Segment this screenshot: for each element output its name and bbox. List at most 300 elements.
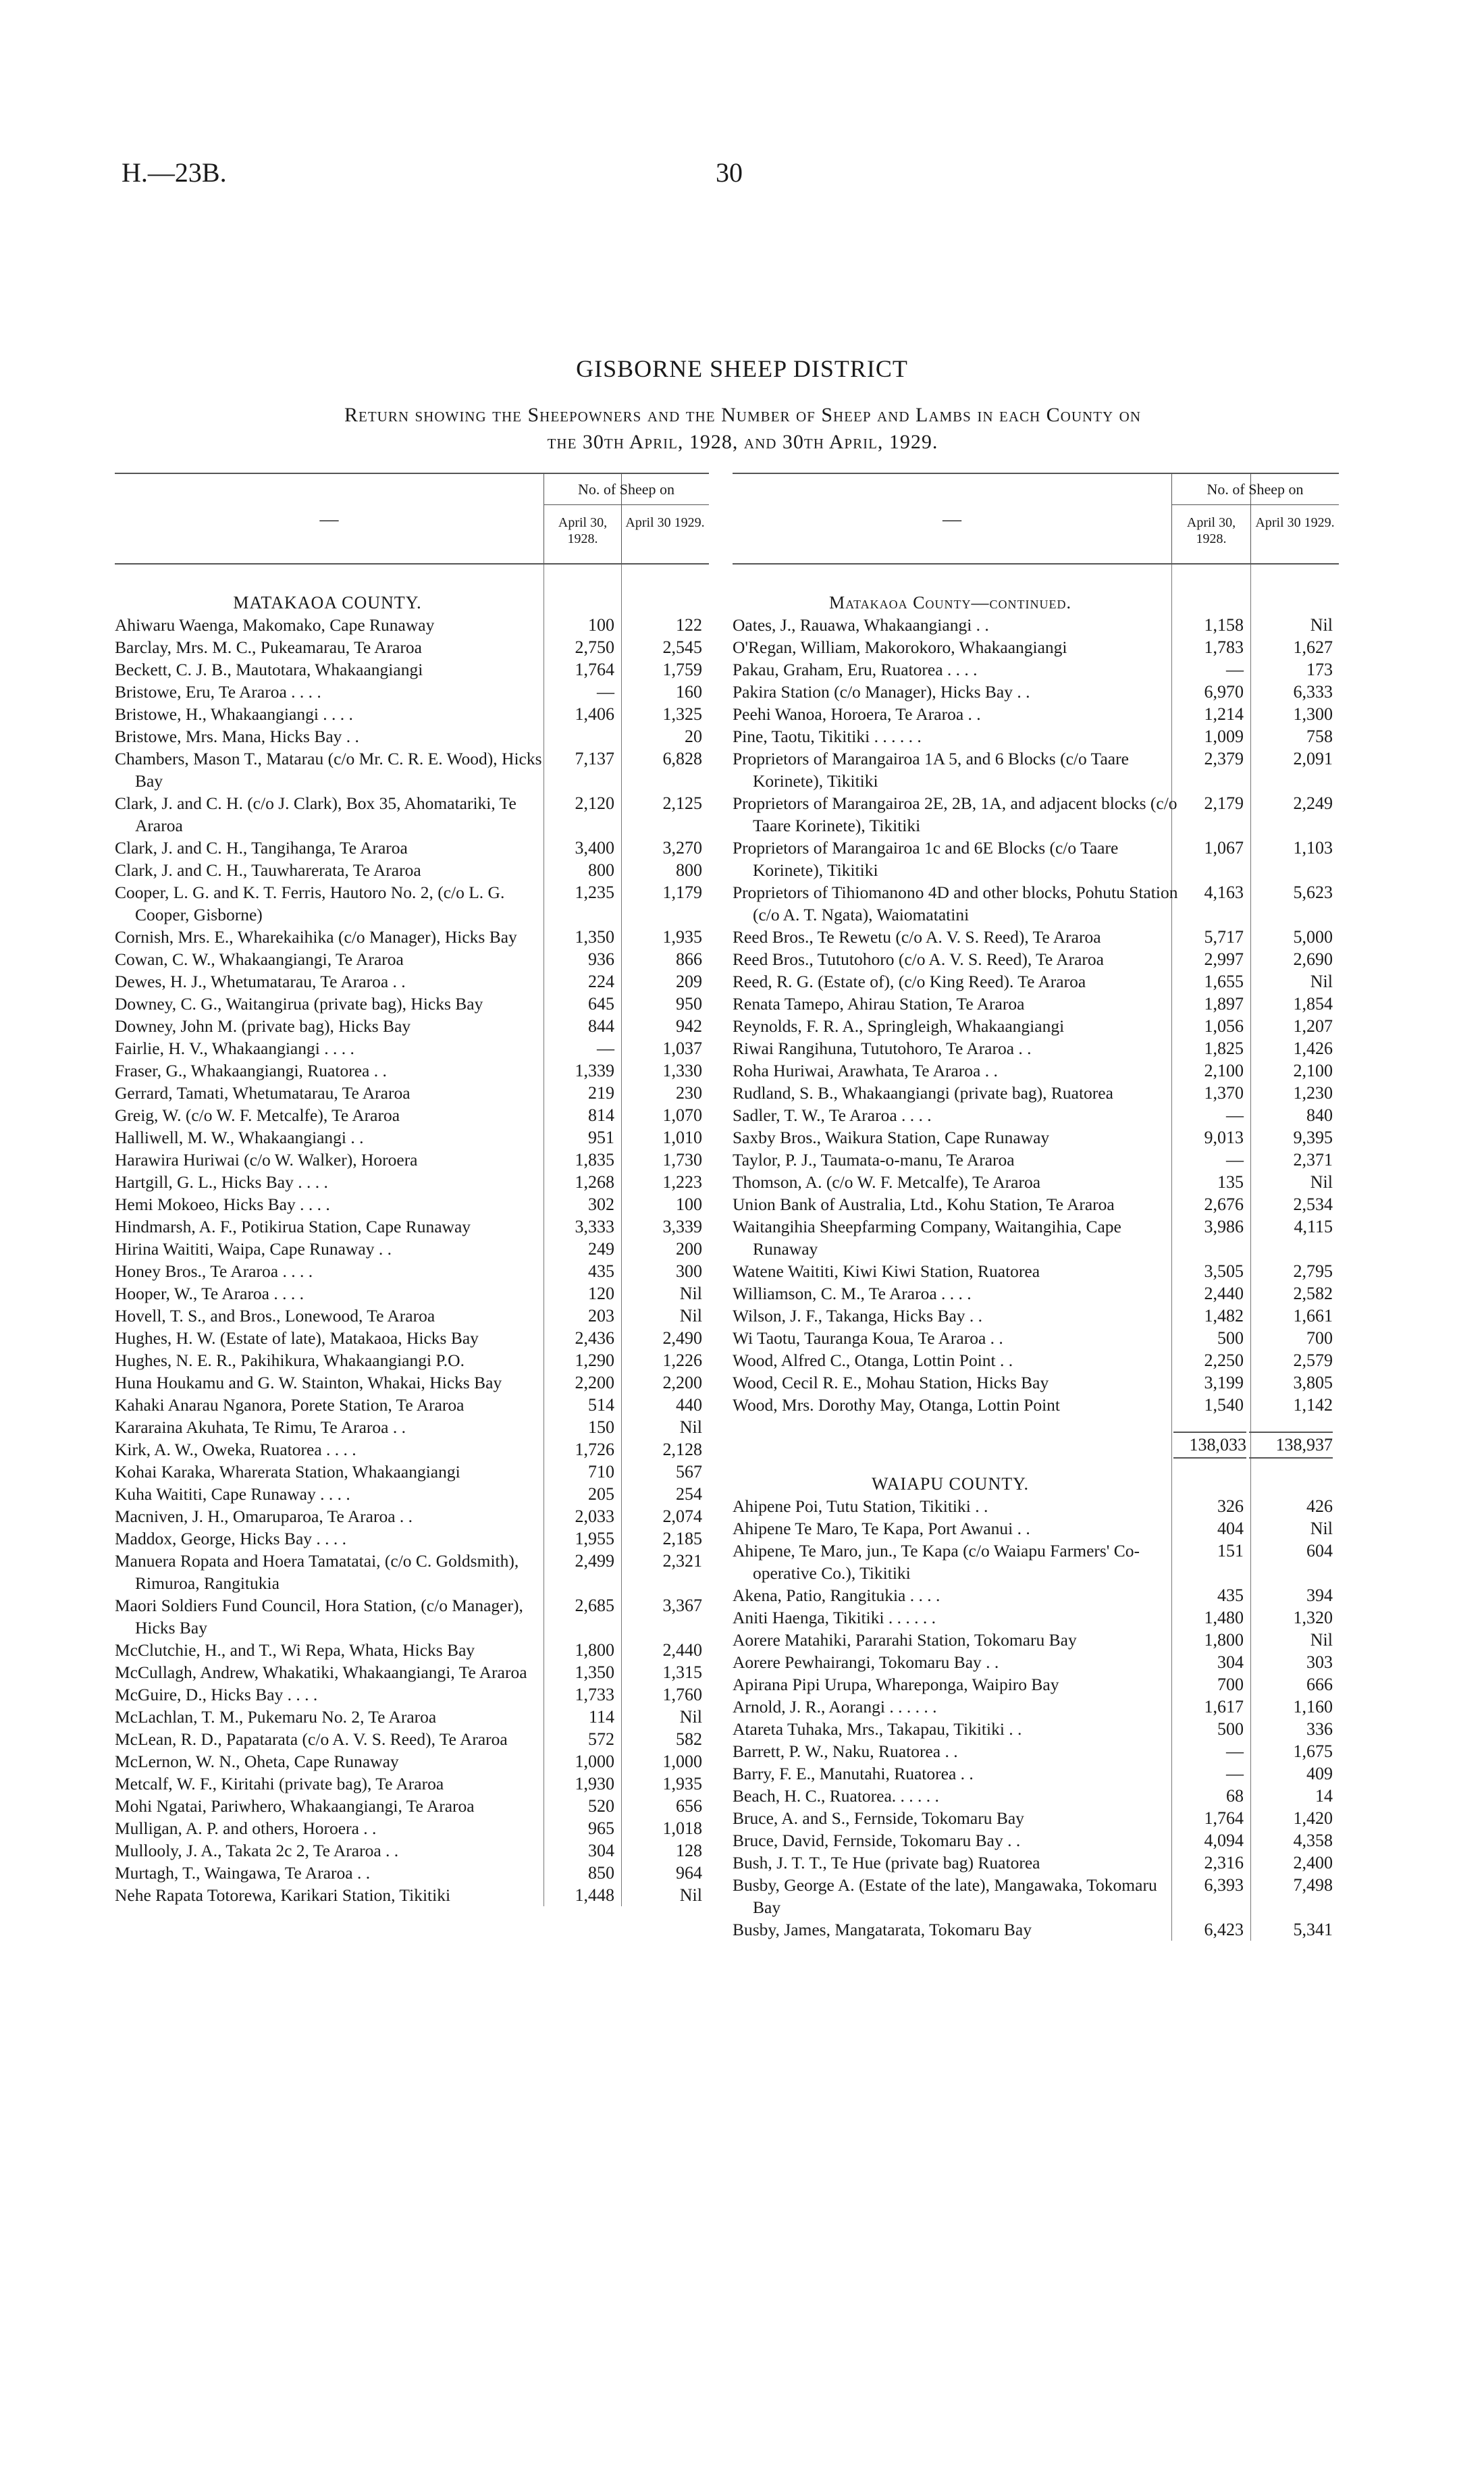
right-table-column <box>733 473 1339 1941</box>
sheep-1929: 1,627 <box>1293 637 1333 657</box>
table-row <box>733 1696 1339 1718</box>
sheep-1929: 1,315 <box>662 1662 702 1682</box>
owner-name: Ahipene Te Maro, Te Kapa, Port Awanui . . <box>733 1519 1030 1538</box>
sheep-1928: 2,250 <box>1204 1351 1244 1370</box>
sheep-1929: 7,498 <box>1293 1875 1333 1895</box>
owner-name: Aorere Pewhairangi, Tokomaru Bay . . <box>733 1652 999 1672</box>
sheep-1929: 964 <box>676 1863 702 1883</box>
table-row <box>733 614 1339 636</box>
sheep-1929: 128 <box>676 1841 702 1860</box>
table-row <box>733 1517 1339 1540</box>
owner-name: Beckett, C. J. B., Mautotara, Whakaangiangi <box>115 660 423 679</box>
owner-name: Cowan, C. W., Whakaangiangi, Te Araroa <box>115 949 404 969</box>
sheep-1929: 1,000 <box>662 1752 702 1771</box>
owner-name: Wood, Cecil R. E., Mohau Station, Hicks Bay <box>733 1373 1049 1392</box>
header-1929: April 30 1929. <box>625 515 705 530</box>
sheep-1929: 1,730 <box>662 1150 702 1170</box>
sheep-1929: 604 <box>1306 1541 1333 1561</box>
sheep-1929: 3,339 <box>662 1217 702 1236</box>
right-table-body <box>733 565 1339 1941</box>
sheep-1929: 2,091 <box>1293 749 1333 768</box>
table-row <box>115 1305 709 1327</box>
sheep-1928: 1,350 <box>575 1662 614 1682</box>
sheep-1928: 151 <box>1217 1541 1244 1561</box>
table-row <box>115 1349 709 1371</box>
table-row <box>115 1082 709 1104</box>
sheep-1929: Nil <box>1310 615 1333 635</box>
sheep-1929: 2,690 <box>1293 949 1333 969</box>
table-row <box>733 1740 1339 1762</box>
owner-name: Gerrard, Tamati, Whetumatarau, Te Araroa <box>115 1083 410 1103</box>
owner-name: Pine, Taotu, Tikitiki . . . . . . <box>733 727 922 746</box>
sheep-1928: 404 <box>1217 1519 1244 1538</box>
owner-name: Proprietors of Marangairoa 1A 5, and 6 Blocks (c/o Taare Korinete), Tikitiki <box>733 749 1129 791</box>
sheep-1929: 2,582 <box>1293 1284 1333 1303</box>
sheep-1928: 1,733 <box>575 1685 614 1704</box>
sheep-1929: 942 <box>676 1016 702 1036</box>
owner-name: Rudland, S. B., Whakaangiangi (private bag), Ruatorea <box>733 1083 1113 1103</box>
owner-name: Pakau, Graham, Eru, Ruatorea . . . . <box>733 660 978 679</box>
sheep-1929: 2,100 <box>1293 1061 1333 1080</box>
owner-name: Cooper, L. G. and K. T. Ferris, Hautoro No. 2, (c/o L. G. Cooper, Gisborne) <box>115 883 505 924</box>
table-row <box>115 1371 709 1394</box>
owner-name: Bruce, David, Fernside, Tokomaru Bay . . <box>733 1831 1021 1850</box>
owner-name: Peehi Wanoa, Horoera, Te Araroa . . <box>733 704 981 724</box>
sheep-1929: 1,320 <box>1293 1608 1333 1627</box>
sheep-1929: 2,545 <box>662 637 702 657</box>
sheep-1928: 1,825 <box>1204 1039 1244 1058</box>
sheep-1929: 173 <box>1306 660 1333 679</box>
table-row <box>115 859 709 881</box>
table-row <box>115 1438 709 1461</box>
table-row <box>733 1651 1339 1673</box>
owner-name: Pakira Station (c/o Manager), Hicks Bay . . <box>733 682 1030 702</box>
owner-name: Barclay, Mrs. M. C., Pukeamarau, Te Araroa <box>115 637 422 657</box>
sheep-1929: 2,579 <box>1293 1351 1333 1370</box>
table-row <box>733 1785 1339 1807</box>
sheep-1928: 2,033 <box>575 1506 614 1526</box>
sheep-1928: 1,448 <box>575 1885 614 1905</box>
sheep-1928: 1,800 <box>1204 1630 1244 1650</box>
sheep-1929: 700 <box>1306 1328 1333 1348</box>
table-row <box>733 792 1339 837</box>
owner-name: Bristowe, Mrs. Mana, Hicks Bay . . <box>115 727 359 746</box>
sheep-1928: 224 <box>588 972 614 991</box>
owner-name: Kahaki Anarau Nganora, Porete Station, Te Araroa <box>115 1395 465 1415</box>
owner-name: Kirk, A. W., Oweka, Ruatorea . . . . <box>115 1440 356 1459</box>
owner-name: Oates, J., Rauawa, Whakaangiangi . . <box>733 615 989 635</box>
owner-name: Roha Huriwai, Arawhata, Te Araroa . . <box>733 1061 998 1080</box>
sheep-1929: 4,358 <box>1293 1831 1333 1850</box>
table-row <box>733 993 1339 1015</box>
left-table-column <box>115 473 709 1906</box>
sheep-1929: 1,037 <box>662 1039 702 1058</box>
owner-name: Chambers, Mason T., Matarau (c/o Mr. C. R. E. Wood), Hicks Bay <box>115 749 542 791</box>
table-row <box>733 1215 1339 1260</box>
table-row <box>115 1282 709 1305</box>
header-dash: — <box>943 509 961 530</box>
sheep-1929: 656 <box>676 1796 702 1816</box>
sheep-1929: Nil <box>1310 972 1333 991</box>
table-row <box>115 948 709 970</box>
owner-name: Hartgill, G. L., Hicks Bay . . . . <box>115 1172 328 1192</box>
sheep-1928: 2,120 <box>575 793 614 813</box>
sheep-1928: 304 <box>1217 1652 1244 1672</box>
sheep-1928: 1,482 <box>1204 1306 1244 1326</box>
sheep-1929: 2,249 <box>1293 793 1333 813</box>
owner-name: Bush, J. T. T., Te Hue (private bag) Ruatorea <box>733 1853 1040 1872</box>
owner-name: Union Bank of Australia, Ltd., Kohu Station, Te Araroa <box>733 1195 1115 1214</box>
sheep-1928: 1,350 <box>575 927 614 947</box>
sheep-1929: 1,675 <box>1293 1741 1333 1761</box>
sheep-1929: 1,018 <box>662 1818 702 1838</box>
table-row <box>115 1817 709 1839</box>
sheep-1929: 800 <box>676 860 702 880</box>
sheep-1928: 2,440 <box>1204 1284 1244 1303</box>
table-row <box>733 1015 1339 1037</box>
owner-name: Sadler, T. W., Te Araroa . . . . <box>733 1105 932 1125</box>
sheep-1928: 135 <box>1217 1172 1244 1192</box>
sheep-1929: 1,230 <box>1293 1083 1333 1103</box>
owner-name: Thomson, A. (c/o W. F. Metcalfe), Te Araroa <box>733 1172 1041 1192</box>
sheep-1928: 1,764 <box>1204 1808 1244 1828</box>
owner-name: Atareta Tuhaka, Mrs., Takapau, Tikitiki . . <box>733 1719 1022 1739</box>
sheep-1928: 844 <box>588 1016 614 1036</box>
owner-name: Fairlie, H. V., Whakaangiangi . . . . <box>115 1039 354 1058</box>
table-row <box>115 792 709 837</box>
sheep-1928: 4,163 <box>1204 883 1244 902</box>
sheep-1929: 160 <box>676 682 702 702</box>
owner-name: Reed Bros., Te Rewetu (c/o A. V. S. Reed), Te Araroa <box>733 927 1101 947</box>
table-row <box>115 1773 709 1795</box>
sheep-1928: 3,400 <box>575 838 614 858</box>
sheep-1928: 2,685 <box>575 1596 614 1615</box>
header-group-label: No. of Sheep on <box>1207 481 1304 498</box>
owner-name: Apirana Pipi Urupa, Whareponga, Waipiro Bay <box>733 1675 1059 1694</box>
table-row <box>733 1584 1339 1606</box>
left-table-body <box>115 565 709 1906</box>
sheep-1929: Nil <box>679 1284 702 1303</box>
table-row <box>733 1807 1339 1829</box>
sheep-1929: 426 <box>1306 1496 1333 1516</box>
table-row <box>733 881 1339 926</box>
sheep-1929: 1,010 <box>662 1128 702 1147</box>
table-row <box>115 1750 709 1773</box>
header-group-label: No. of Sheep on <box>578 481 674 498</box>
table-row <box>115 1661 709 1683</box>
sheep-1928: 1,214 <box>1204 704 1244 724</box>
owner-name: Manuera Ropata and Hoera Tamatatai, (c/o C. Goldsmith), Rimuroa, Rangitukia <box>115 1551 519 1593</box>
table-row <box>115 1238 709 1260</box>
sheep-1928: 1,406 <box>575 704 614 724</box>
table-row <box>115 1260 709 1282</box>
owner-name: Huna Houkamu and G. W. Stainton, Whakai, Hicks Bay <box>115 1373 502 1392</box>
table-row <box>115 1171 709 1193</box>
sheep-1928: 1,067 <box>1204 838 1244 858</box>
sheep-1929: 2,185 <box>662 1529 702 1548</box>
sheep-1928: 500 <box>1217 1719 1244 1739</box>
owner-name: Hemi Mokoeo, Hicks Bay . . . . <box>115 1195 330 1214</box>
sheep-1928: 1,009 <box>1204 727 1244 746</box>
table-row <box>733 1918 1339 1941</box>
owner-name: Macniven, J. H., Omaruparoa, Te Araroa . . <box>115 1506 413 1526</box>
owner-name: Maori Soldiers Fund Council, Hora Station, (c/o Manager), Hicks Bay <box>115 1596 523 1638</box>
owner-name: Bristowe, H., Whakaangiangi . . . . <box>115 704 353 724</box>
sheep-1929: 1,179 <box>662 883 702 902</box>
table-row <box>733 837 1339 881</box>
owner-name: McCullagh, Andrew, Whakatiki, Whakaangiangi, Te Araroa <box>115 1662 527 1682</box>
county-total-row <box>733 1416 1339 1470</box>
owner-name: Nehe Rapata Totorewa, Karikari Station, Tikitiki <box>115 1885 451 1905</box>
sheep-1928: 1,783 <box>1204 637 1244 657</box>
sheep-1928: 1,897 <box>1204 994 1244 1014</box>
table-row <box>733 658 1339 681</box>
sheep-1928: 150 <box>588 1417 614 1437</box>
table-row <box>733 1126 1339 1149</box>
sheep-1929: Nil <box>1310 1630 1333 1650</box>
owner-name: O'Regan, William, Makorokoro, Whakaangiangi <box>733 637 1067 657</box>
sheep-1929: Nil <box>1310 1172 1333 1192</box>
table-row <box>733 1629 1339 1651</box>
table-row <box>733 1260 1339 1282</box>
sheep-1928: 435 <box>1217 1586 1244 1605</box>
table-row <box>115 837 709 859</box>
owner-name: Ahipene Poi, Tutu Station, Tikitiki . . <box>733 1496 988 1516</box>
table-row <box>115 1059 709 1082</box>
sheep-1928: 1,370 <box>1204 1083 1244 1103</box>
sheep-1928: 2,379 <box>1204 749 1244 768</box>
table-row <box>115 658 709 681</box>
sheep-1929: 2,400 <box>1293 1853 1333 1872</box>
sheep-1928: — <box>1226 1150 1244 1170</box>
owner-name: Harawira Huriwai (c/o W. Walker), Horoera <box>115 1150 418 1170</box>
sheep-1929: 2,128 <box>662 1440 702 1459</box>
table-row <box>733 1371 1339 1394</box>
sheep-1929: 758 <box>1306 727 1333 746</box>
owner-name: Barrett, P. W., Naku, Ruatorea . . <box>733 1741 958 1761</box>
table-row <box>733 1718 1339 1740</box>
sheep-1929: 1,070 <box>662 1105 702 1125</box>
sheep-1928: 2,200 <box>575 1373 614 1392</box>
sheep-1928: 6,393 <box>1204 1875 1244 1895</box>
owner-name: Wi Taotu, Tauranga Koua, Te Araroa . . <box>733 1328 1003 1348</box>
table-row <box>115 1483 709 1505</box>
sheep-1929: 3,270 <box>662 838 702 858</box>
owner-name: Clark, J. and C. H. (c/o J. Clark), Box 35, Ahomatariki, Te Araroa <box>115 793 516 835</box>
table-row <box>733 1349 1339 1371</box>
sheep-1929: 2,125 <box>662 793 702 813</box>
owner-name: Renata Tamepo, Ahirau Station, Te Araroa <box>733 994 1025 1014</box>
sheep-1928: — <box>1226 1105 1244 1125</box>
table-row <box>733 1305 1339 1327</box>
table-row <box>115 1149 709 1171</box>
sheep-1929: 1,661 <box>1293 1306 1333 1326</box>
owner-name: Hirina Waititi, Waipa, Cape Runaway . . <box>115 1239 392 1259</box>
owner-name: Wood, Mrs. Dorothy May, Otanga, Lottin Point <box>733 1395 1061 1415</box>
sheep-1928: 435 <box>588 1261 614 1281</box>
table-row <box>115 1550 709 1594</box>
table-row <box>733 1104 1339 1126</box>
table-row <box>115 1728 709 1750</box>
sheep-1929: 5,000 <box>1293 927 1333 947</box>
table-row <box>115 703 709 725</box>
owner-name: Hovell, T. S., and Bros., Lonewood, Te Araroa <box>115 1306 435 1326</box>
sheep-1929: 2,534 <box>1293 1195 1333 1214</box>
table-row <box>115 1839 709 1862</box>
owner-name: Taylor, P. J., Taumata-o-manu, Te Araroa <box>733 1150 1015 1170</box>
sheep-1928: 6,423 <box>1204 1920 1244 1939</box>
total-1929: 138,937 <box>1249 1432 1333 1459</box>
sheep-1929: 2,795 <box>1293 1261 1333 1281</box>
table-row <box>115 1505 709 1527</box>
sheep-1929: 20 <box>685 727 702 746</box>
page-number: 30 <box>716 157 743 188</box>
table-row <box>733 1082 1339 1104</box>
sheep-1929: 1,935 <box>662 1774 702 1793</box>
table-row <box>115 725 709 748</box>
sheep-1929: 2,200 <box>662 1373 702 1392</box>
sheep-1928: 5,717 <box>1204 927 1244 947</box>
owner-name: Reed, R. G. (Estate of), (c/o King Reed). Te Araroa <box>733 972 1086 991</box>
sheep-1929: 950 <box>676 994 702 1014</box>
sheep-1929: 1,300 <box>1293 704 1333 724</box>
table-row <box>733 970 1339 993</box>
owner-name: Aniti Haenga, Tikitiki . . . . . . <box>733 1608 936 1627</box>
sheep-1928: 1,764 <box>575 660 614 679</box>
sheep-1928: 951 <box>588 1128 614 1147</box>
sheep-1929: 5,623 <box>1293 883 1333 902</box>
sheep-1929: 2,321 <box>662 1551 702 1571</box>
owner-name: Proprietors of Tihiomanono 4D and other blocks, Pohutu Station (c/o A. T. Ngata), Waiomatatini <box>733 883 1178 924</box>
sheep-1929: 3,367 <box>662 1596 702 1615</box>
sheep-1929: 1,103 <box>1293 838 1333 858</box>
owner-name: Proprietors of Marangairoa 1c and 6E Blocks (c/o Taare Korinete), Tikitiki <box>733 838 1119 880</box>
sheep-1928: 1,158 <box>1204 615 1244 635</box>
sheep-1928: 100 <box>588 615 614 635</box>
sheep-1928: 2,676 <box>1204 1195 1244 1214</box>
sheep-1928: 249 <box>588 1239 614 1259</box>
return-subtitle <box>101 402 1384 456</box>
sheep-1929: Nil <box>1310 1519 1333 1538</box>
sheep-1929: 440 <box>676 1395 702 1415</box>
table-row <box>733 926 1339 948</box>
sheep-1929: 2,490 <box>662 1328 702 1348</box>
sheep-1928: — <box>1226 660 1244 679</box>
sheep-1929: 1,207 <box>1293 1016 1333 1036</box>
table-row <box>733 1282 1339 1305</box>
sheep-1928: 2,499 <box>575 1551 614 1571</box>
table-row <box>115 1394 709 1416</box>
owner-name: Beach, H. C., Ruatorea. . . . . . <box>733 1786 939 1806</box>
sheep-1929: 14 <box>1315 1786 1333 1806</box>
table-row <box>733 1829 1339 1852</box>
sheep-1929: 666 <box>1306 1675 1333 1694</box>
sheep-1928: 1,835 <box>575 1150 614 1170</box>
sheep-1928: 6,970 <box>1204 682 1244 702</box>
sheep-1928: 1,655 <box>1204 972 1244 991</box>
header-1929: April 30 1929. <box>1255 515 1335 530</box>
sheep-1928: 7,137 <box>575 749 614 768</box>
table-row <box>115 1037 709 1059</box>
table-row <box>733 1874 1339 1918</box>
owner-name: Halliwell, M. W., Whakaangiangi . . <box>115 1128 364 1147</box>
owner-name: Wood, Alfred C., Otanga, Lottin Point . . <box>733 1351 1013 1370</box>
sheep-1928: 3,199 <box>1204 1373 1244 1392</box>
table-row <box>115 1461 709 1483</box>
page-reference: H.—23B. <box>122 157 227 188</box>
table-row <box>733 1327 1339 1349</box>
sheep-1928: — <box>1226 1764 1244 1783</box>
owner-name: McLachlan, T. M., Pukemaru No. 2, Te Araroa <box>115 1707 437 1727</box>
owner-name: Barry, F. E., Manutahi, Ruatorea . . <box>733 1764 974 1783</box>
table-row <box>733 1037 1339 1059</box>
sheep-1928: 572 <box>588 1729 614 1749</box>
owner-name: Akena, Patio, Rangitukia . . . . <box>733 1586 940 1605</box>
owner-name: Downey, C. G., Waitangirua (private bag), Hicks Bay <box>115 994 483 1014</box>
sheep-1928: 219 <box>588 1083 614 1103</box>
table-row <box>733 1495 1339 1517</box>
table-row <box>115 970 709 993</box>
table-row <box>733 748 1339 792</box>
sheep-1928: 326 <box>1217 1496 1244 1516</box>
table-row <box>115 1327 709 1349</box>
table-row <box>115 926 709 948</box>
owner-name: Honey Bros., Te Araroa . . . . <box>115 1261 313 1281</box>
owner-name: Metcalf, W. F., Kiritahi (private bag), Te Araroa <box>115 1774 444 1793</box>
table-header <box>115 473 709 565</box>
table-row <box>115 1527 709 1550</box>
sheep-1929: 9,395 <box>1293 1128 1333 1147</box>
sheep-1929: 1,330 <box>662 1061 702 1080</box>
table-row <box>115 636 709 658</box>
table-row <box>115 1215 709 1238</box>
sheep-1928: 500 <box>1217 1328 1244 1348</box>
sheep-1929: 1,160 <box>1293 1697 1333 1717</box>
owner-name: Riwai Rangihuna, Tututohoro, Te Araroa . . <box>733 1039 1032 1058</box>
owner-name: Mohi Ngatai, Pariwhero, Whakaangiangi, Te Araroa <box>115 1796 475 1816</box>
owner-name: Reed Bros., Tututohoro (c/o A. V. S. Reed), Te Araroa <box>733 949 1104 969</box>
owner-name: Cornish, Mrs. E., Wharekaihika (c/o Manager), Hicks Bay <box>115 927 517 947</box>
sheep-1929: 122 <box>676 615 702 635</box>
sheep-1928: 520 <box>588 1796 614 1816</box>
subtitle-line-1: Return showing the Sheepowners and the Number of Sheep and Lambs in each County on <box>344 404 1142 426</box>
owner-name: Williamson, C. M., Te Araroa . . . . <box>733 1284 972 1303</box>
table-row <box>733 1606 1339 1629</box>
sheep-1929: Nil <box>679 1417 702 1437</box>
table-row <box>733 1394 1339 1416</box>
table-row <box>733 725 1339 748</box>
sheep-1928: 1,268 <box>575 1172 614 1192</box>
sheep-1929: Nil <box>679 1707 702 1727</box>
sheep-1928: 120 <box>588 1284 614 1303</box>
table-row <box>115 993 709 1015</box>
table-row <box>115 881 709 926</box>
table-row <box>115 1706 709 1728</box>
sheep-1929: 1,223 <box>662 1172 702 1192</box>
sheep-1929: 300 <box>676 1261 702 1281</box>
sheep-1929: 6,333 <box>1293 682 1333 702</box>
owner-name: Bristowe, Eru, Te Araroa . . . . <box>115 682 321 702</box>
table-row <box>115 1639 709 1661</box>
sheep-1928: 800 <box>588 860 614 880</box>
sheep-1928: 2,316 <box>1204 1853 1244 1872</box>
owner-name: McLean, R. D., Papatarata (c/o A. V. S. Reed), Te Araroa <box>115 1729 508 1749</box>
owner-name: Downey, John M. (private bag), Hicks Bay <box>115 1016 411 1036</box>
owner-name: Ahipene, Te Maro, jun., Te Kapa (c/o Waiapu Farmers' Co-operative Co.), Tikitiki <box>733 1541 1140 1583</box>
sheep-1928: 302 <box>588 1195 614 1214</box>
owner-name: McGuire, D., Hicks Bay . . . . <box>115 1685 318 1704</box>
sheep-1928: 700 <box>1217 1675 1244 1694</box>
